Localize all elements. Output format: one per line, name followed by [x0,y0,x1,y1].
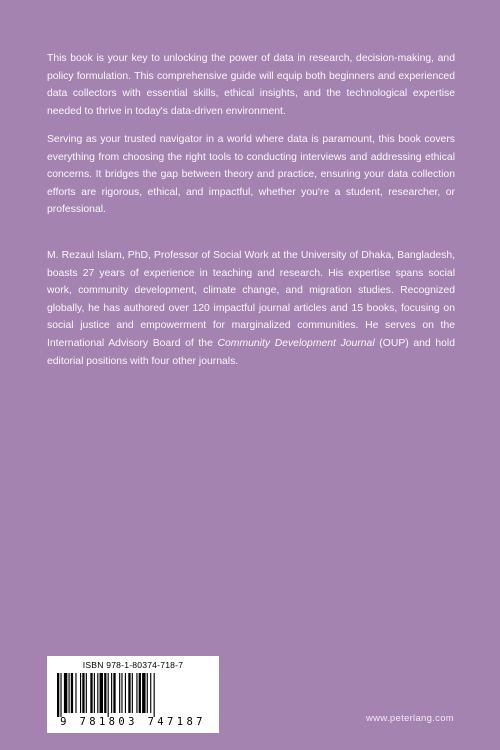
author-bio [47,247,455,370]
journal-title: Community Development Journal [217,337,375,349]
isbn-label: ISBN 978-1-80374-718-7 [82,660,184,670]
author-bio-text: M. Rezaul Islam, PhD, Professor of Social Work at the University of Dhaka, Bangladesh, boasts 27 years of experience in teaching and research. His expertise spans social work, community development, climate change, and migration studies. Recognized globally, he has authored over 120 impactful journal articles and 15 books, focusing on social justice and empowerment for marginalized communities. He serves on the International Advisory Board of the [47,250,455,349]
description-paragraph-2: Serving as your trusted navigator in a world where data is paramount, this book covers everything from choosing the right tools to conducting interviews and addressing ethical concerns. It bridges the gap between theory and practice, ensuring your data collection efforts are rigorous, ethical, and impactful, whether you're a student, researcher, or professional. [47,134,455,216]
isbn-barcode [47,656,219,733]
publisher-url: www.peterlang.com [366,713,454,724]
author-bio-text-end: (OUP) and hold editorial positions with four other journals. [47,337,455,367]
barcode-bars-icon [55,673,211,717]
description-paragraph-1: This book is your key to unlocking the power of data in research, decision-making, and policy formulation. This comprehensive guide will equip both beginners and experienced data collectors with essential skills, ethical insights, and the technological expertise needed to thrive in today's data-driven environment. [47,53,455,117]
barcode-digits: 9 781803 747187 [60,716,206,728]
